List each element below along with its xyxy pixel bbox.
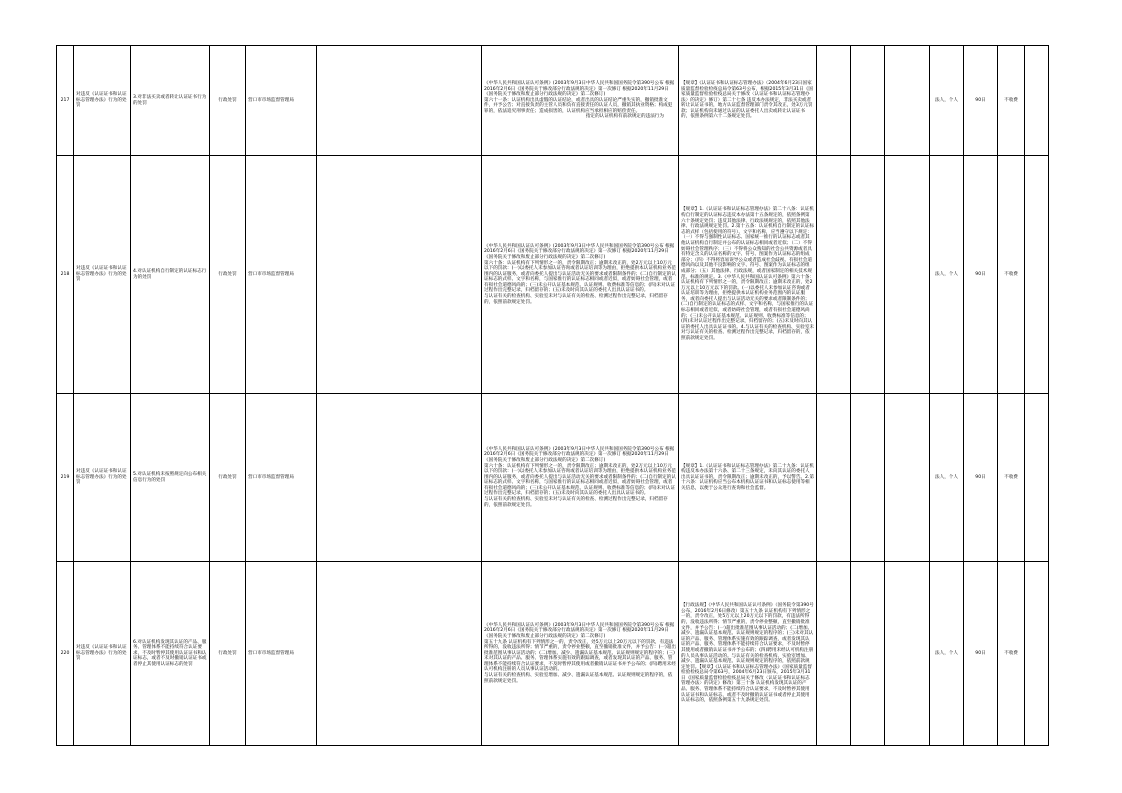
sub-item-name: 3.对非法买卖或者转让认证证书行为的处罚 [131, 46, 210, 156]
item-name: 对违反《认证证书和认证标志管理办法》行为的处罚 [74, 46, 131, 156]
empty-cell [817, 156, 851, 394]
power-type: 行政处罚 [210, 562, 246, 746]
department: 营口市市场监督管理局 [246, 394, 317, 562]
regulation-basis: 【规章】1.《认证证书和认证标志管理办法》第二十九条：认证机构违反本办法第十六条、第二十三条规定，未向其认证的委托人出具认证证书的，责令限期改正；逾期未改正的，予以警告。2.第十六条：认证机构应当公布本机构认证证书和认证标志使用等相关信息，以便于公众进行查询和社会监督。 [679, 394, 817, 562]
power-type: 行政处罚 [210, 46, 246, 156]
table-row [57, 394, 1049, 562]
empty-cell [851, 46, 885, 156]
sub-item-name: 5.对认证机构未按照规定向公布相关信息行为的处罚 [131, 394, 210, 562]
legal-basis: 《中华人民共和国认证认可条例》(2003年9月3日中华人民共和国国务院令第390号公布 根据2016年2月6日《国务院关于修改部分行政法规的决定》第一次修订 根据2020年11月29日《国务院关于修改和废止部分行政法规的决定》第二次修订) 第六十一条：认证机构出具虚假的认证结论，或者出具的认证结论严重失实的，撤销批准文件，并予公告；对直接负责的主管人员和负有直接责任的认证人员，撤销其执业资格；构成犯罪的，依法追究刑事责任；造成损害的，认证机构应当承担相应的赔偿责任。 [484, 80, 675, 114]
empty-cell [817, 46, 851, 156]
row-number: 219 [57, 394, 74, 562]
power-type: 行政处罚 [210, 156, 246, 394]
power-list-table [56, 45, 1049, 746]
item-name: 对违反《认证证书和认证标志管理办法》行为的处罚 [74, 562, 131, 746]
empty-cell [851, 156, 885, 394]
fee-status: 不收费 [998, 394, 1025, 562]
legal-basis-cell [482, 394, 679, 562]
legal-basis: 《中华人民共和国认证认可条例》(2003年9月3日中华人民共和国国务院令第390号公布 根据2016年2月6日《国务院关于修改部分行政法规的决定》第一次修订 根据2020年11月29日《国务院关于修改和废止部分行政法规的决定》第二次修订) 第六十条：认证机构有下列情形之一的，责令限期改正；逾期未改正的，处2万元以上10万元以下的罚款：(一)以委托人未参加认证咨询或者认证培训等为理由，拒绝提供本认证机构业务范围内的认证服务，或者向委托人提出与认证活动无关的要求或者限制条件的；(二)自行制定的认证标志的式样、文字和名称，与国家推行的认证标志相同或者近似，或者妨碍社会管理，或者有损社会道德风尚的；(三)未公开认证基本规范、认证规则、收费标准等信息的；(四)未对认证过程作出完整记录，归档留存的；(五)未及时向其认证的委托人出具认证证书的。 与认证有关的检查机构、实验室未对与认证有关的检查、检测过程作出完整记录，归档留存的，依照前款规定处罚。 [484, 446, 676, 508]
legal-basis-continuation: 指定的认证机构有前款规定的违法行为 [585, 114, 664, 120]
department: 营口市市场监督管理局 [246, 46, 317, 156]
legal-basis: 《中华人民共和国认证认可条例》(2003年9月3日中华人民共和国国务院令第390号公布 根据2016年2月6日《国务院关于修改部分行政法规的决定》第一次修订 根据2020年11月29日《国务院关于修改和废止部分行政法规的决定》第二次修订) 第六十条：认证机构有下列情形之一的，责令限期改正；逾期未改正的，处2万元以上10万元以下的罚款：(一)以委托人未参加认证咨询或者认证培训等为理由，拒绝提供本认证机构业务范围内的认证服务，或者向委托人提出与认证活动无关的要求或者限制条件的；(二)自行制定的认证标志的式样、文字和名称，与国家推行的认证标志相同或者近似，或者妨碍社会管理，或者有损社会道德风尚的；(三)未公开认证基本规范、认证规则、收费标准等信息的；(四)未对认证过程作出完整记录，归档留存的；(五)未及时向其认证的委托人出具认证证书的。 与认证有关的检查机构、实验室未对与认证有关的检查、检测过程作出完整记录，归档留存的，依照前款规定处罚。 [484, 243, 676, 305]
empty-cell [885, 46, 930, 156]
empty-cell [1025, 156, 1049, 394]
target-object: 法人，个人 [930, 46, 964, 156]
empty-cell [1025, 394, 1049, 562]
table-row [57, 156, 1049, 394]
regulation-basis: 【规章】《认证证书和认证标志管理办法》（2004年6月23日国家质量监督检验检疫总局令第63号公布，根据2015年3月31日《国家质量监督检验检疫总局关于修改〈认证证书和认证标志管理办法〉的决定》修订）第二十七条 违反本办法规定，非法买卖或者转让认证证书的，地方认证监督管理部门责令其改正，处3万元罚款；认证机构向未通过认证的认证委托人出卖或转让认证证书的，依照条例第六十二条规定处罚。 [679, 46, 817, 156]
empty-cell [317, 562, 482, 746]
time-limit: 90日 [964, 394, 998, 562]
target-object: 法人，个人 [930, 562, 964, 746]
table-row [57, 562, 1049, 746]
empty-cell [317, 156, 482, 394]
fee-status: 不收费 [998, 46, 1025, 156]
legal-basis: 《中华人民共和国认证认可条例》(2003年9月3日中华人民共和国国务院令第390号公布 根据2016年2月6日《国务院关于修改部分行政法规的决定》第一次修订 根据2020年11月29日《国务院关于修改和废止部分行政法规的决定》第二次修订) 第五十九条 认证机构有下列情形之一的，责令改正，处5万元以上20万元以下的罚款，有违法所得的，没收违法所得；情节严重的，责令停业整顿，直至撤销批准文件，并予公告：(一)超出批准范围从事认证活动的；(二)增加、减少、遗漏认证基本规范、认证规则规定的程序的；(三)未对其认证的产品、服务、管理体系实施有效的跟踪调查，或者发现其认证的产品、服务、管理体系不能持续符合认证要求，不及时暂停其使用或者撤销认证证书并予公布的；(四)聘用未经认可机构注册的人员从事认证活动的。 与认证有关的检查机构、实验室增加、减少、遗漏认证基本规范、认证规则规定的程序的，依照前款规定处罚。 [484, 622, 676, 684]
time-limit: 90日 [964, 46, 998, 156]
legal-basis-cell [482, 562, 679, 746]
empty-cell [317, 46, 482, 156]
empty-cell [885, 562, 930, 746]
regulation-basis: 【规章】1.《认证证书和认证标志管理办法》第二十八条：认证机构自行制定的认证标志违反本办法第十五条规定的，依照条例第六十条规定处罚；违反其他法律、行政法规规定的，依照其他法律、行政法规规定处罚。2.第十五条：认证机构自行制定的认证标志的式样（包括使用的符号）、文字和名称，应当遵守以下规定：（一）不得与强制性认证标志、国家统一推行的认证标志或者其他认证机构自行制定并公布的认证标志相同或者近似；（二）不得妨碍社会管理秩序；（三）不得将公众熟知的社会公共资源或者具有特定含义的认证名称的文字、符号、图案作为认证标志的组成部分；（四）不得将容易误导公众或者造成社会歧视、有损社会道德风尚以及其他不良影响的文字、符号、图案作为认证标志的组成部分；（五）其他法律、行政法规，或者国家制定的相关技术规范、标准的规定。3.《中华人民共和国认证认可条例》第六十条：认证机构有下列情形之一的，责令限期改正；逾期未改正的，处2万元以上10万元以下的罚款。(一)以委托人未参加认证咨询或者认证培训等为理由，拒绝提供本认证机构业务范围内的认证服务，或者向委托人提出与认证活动无关的要求或者限制条件的；(二)自行制定的认证标志的式样、文字和名称，与国家推行的认证标志相同或者近似，或者妨碍社会管理，或者有损社会道德风尚的；(三)未公开认证基本规范、认证规则、收费标准等信息的；(四)未对认证过程作出完整记录，归档留存的；(五)未及时向其认证的委托人出具认证证书的。4.与认证有关的检查机构、实验室未对与认证有关的检查、检测过程作出完整记录，归档留存的，依照前款规定处罚。 [679, 156, 817, 394]
item-name: 对违反《认证证书和认证标志管理办法》行为的处罚 [74, 156, 131, 394]
table-row [57, 46, 1049, 156]
empty-cell [817, 394, 851, 562]
empty-cell [851, 562, 885, 746]
legal-basis-cell [482, 46, 679, 156]
row-number: 217 [57, 46, 74, 156]
target-object: 法人，个人 [930, 156, 964, 394]
department: 营口市市场监督管理局 [246, 562, 317, 746]
empty-cell [1025, 46, 1049, 156]
empty-cell [317, 394, 482, 562]
time-limit: 90日 [964, 562, 998, 746]
fee-status: 不收费 [998, 156, 1025, 394]
sub-item-name: 6.对认证机构发现其认证的产品、服务、管理体系不能持续符合认证要求，不及时暂停其使用认证证书和认证标志，或者不及时撤销认证证书或者停止其使用认证标志的处罚 [131, 562, 210, 746]
empty-cell [885, 156, 930, 394]
empty-cell [851, 394, 885, 562]
target-object: 法人，个人 [930, 394, 964, 562]
regulation-basis: 【行政法规】《中华人民共和国认证认可条例》（国务院令第390号公布，2016年2月6日修改）第五十九条 认证机构有下列情形之一的，责令改正，处5万元以上20万元以下的罚款，有违法所得的，没收违法所得；情节严重的，责令停业整顿，直至撤销批准文件，并予公告：(一)超出批准范围从事认证活动的；(二)增加、减少、遗漏认证基本规范、认证规则规定的程序的；(三)未对其认证的产品、服务、管理体系实施有效的跟踪调查，或者发现其认证的产品、服务、管理体系不能持续符合认证要求，不及时暂停其使用或者撤销认证证书并予公布的；(四)聘用未经认可机构注册的人员从事认证活动的。与认证有关的检查机构、实验室增加、减少、遗漏认证基本规范、认证规则规定的程序的，依照前款规定处罚。【规章】《认证证书和认证标志管理办法》（国家质量监督检验检疫总局令第63号，2004年6月23日颁布，2015年3月31日《国家质量监督检验检疫总局关于修改〈认证证书和认证标志管理办法〉的决定》修改）第三十条 认证机构发现其认证的产品、服务、管理体系不能持续符合认证要求，不及时暂停其使用认证证书和认证标志，或者不及时撤销认证证书或者停止其使用认证标志的，依照条例第五十九条规定处罚。 [679, 562, 817, 746]
department: 营口市市场监督管理局 [246, 156, 317, 394]
time-limit: 90日 [964, 156, 998, 394]
empty-cell [885, 394, 930, 562]
row-number: 218 [57, 156, 74, 394]
empty-cell [817, 562, 851, 746]
item-name: 对违反《认证证书和认证标志管理办法》行为的处罚 [74, 394, 131, 562]
row-number: 220 [57, 562, 74, 746]
legal-basis-cell [482, 156, 679, 394]
empty-cell [1025, 562, 1049, 746]
fee-status: 不收费 [998, 562, 1025, 746]
sub-item-name: 4.对认证机构自行制定的认证标志行为的处罚 [131, 156, 210, 394]
power-type: 行政处罚 [210, 394, 246, 562]
